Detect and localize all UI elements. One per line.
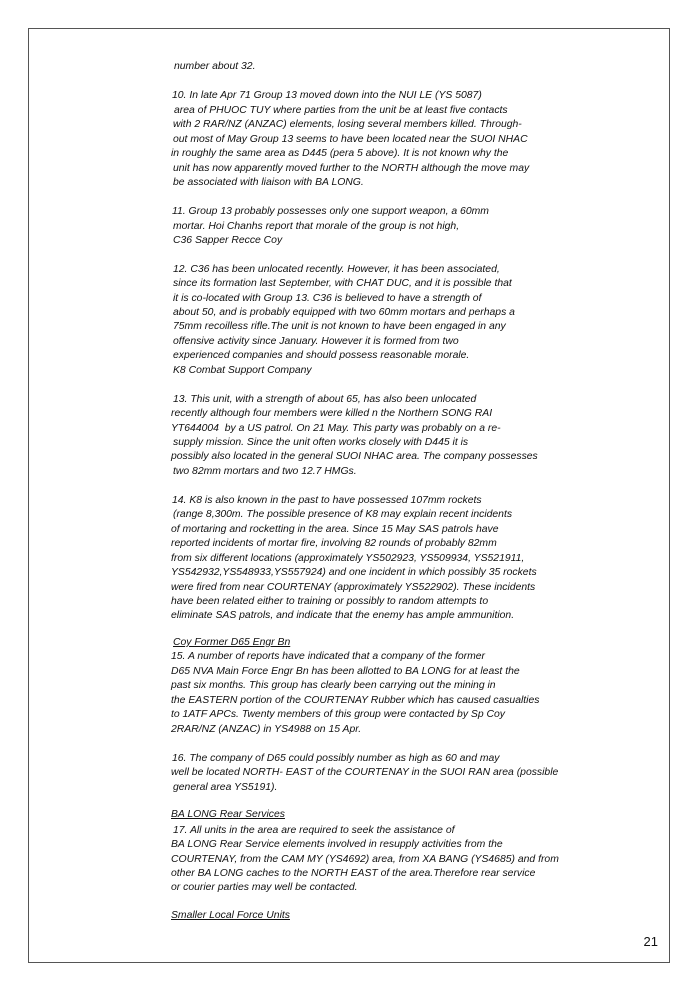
text-line: 17. All units in the area are required to seek the assistance of <box>173 825 455 836</box>
section-heading: Coy Former D65 Engr Bn <box>173 637 291 648</box>
text-line: of mortaring and rocketting in the area. Since 15 May SAS patrols have <box>171 524 499 535</box>
text-line: 13. This unit, with a strength of about 65, has also been unlocated <box>173 394 477 405</box>
text-line: to 1ATF APCs. Twenty members of this group were contacted by Sp Coy <box>171 709 505 720</box>
text-line: mortar. Hoi Chanhs report that morale of the group is not high, <box>173 221 460 232</box>
text-line: since its formation last September, with CHAT DUC, and it is possible that <box>173 278 512 289</box>
text-line: 14. K8 is also known in the past to have possessed 107mm rockets <box>172 495 482 506</box>
page-number: 21 <box>643 934 658 949</box>
text-line: 16. The company of D65 could possibly number as high as 60 and may <box>172 753 500 764</box>
text-line: about 50, and is probably equipped with two 60mm mortars and perhaps a <box>173 307 515 318</box>
text-line: in roughly the same area as D445 (pera 5 above). It is not known why the <box>171 148 509 159</box>
section-heading: K8 Combat Support Company <box>173 365 312 376</box>
text-line: the EASTERN portion of the COURTENAY Rubber which has caused casualties <box>171 695 540 706</box>
text-line: 15. A number of reports have indicated that a company of the former <box>171 651 486 662</box>
text-line: YT644004 by a US patrol. On 21 May. This party was probably on a re- <box>171 423 501 434</box>
text-line: eliminate SAS patrols, and indicate that the enemy has ample ammunition. <box>171 610 515 621</box>
text-line: number about 32. <box>174 61 256 72</box>
text-line: past six months. This group has clearly been carrying out the mining in <box>171 680 496 691</box>
section-heading: BA LONG Rear Services <box>171 809 285 820</box>
text-line: (range 8,300m. The possible presence of K8 may explain recent incidents <box>173 509 513 520</box>
text-line: experienced companies and should possess reasonable morale. <box>173 350 470 361</box>
text-line: YS542932,YS548933,YS557924) and one incident in which possibly 35 rockets <box>171 567 537 578</box>
section-heading: Smaller Local Force Units <box>171 910 290 921</box>
text-line: other BA LONG caches to the NORTH EAST of the area.Therefore rear service <box>171 868 536 879</box>
text-line: two 82mm mortars and two 12.7 HMGs. <box>173 466 357 477</box>
text-line: 75mm recoilless rifle.The unit is not known to have been engaged in any <box>173 321 506 332</box>
text-line: out most of May Group 13 seems to have been located near the SUOI NHAC <box>173 134 528 145</box>
text-line: 2RAR/NZ (ANZAC) in YS4988 on 15 Apr. <box>171 724 362 735</box>
text-line: from six different locations (approximately YS502923, YS509934, YS521911, <box>171 553 525 564</box>
text-line: general area YS5191). <box>173 782 278 793</box>
text-line: 12. C36 has been unlocated recently. However, it has been associated, <box>173 264 500 275</box>
text-line: COURTENAY, from the CAM MY (YS4692) area, from XA BANG (YS4685) and from <box>171 854 559 865</box>
text-line: or courier parties may well be contacted. <box>171 882 358 893</box>
text-line: recently although four members were killed n the Northern SONG RAI <box>171 408 493 419</box>
section-heading: C36 Sapper Recce Coy <box>173 235 283 246</box>
text-line: it is co-located with Group 13. C36 is believed to have a strength of <box>173 293 482 304</box>
text-line: D65 NVA Main Force Engr Bn has been allotted to BA LONG for at least the <box>171 666 520 677</box>
text-line: be associated with liaison with BA LONG. <box>173 177 364 188</box>
text-line: have been related either to training or possibly to random attempts to <box>171 596 489 607</box>
text-line: with 2 RAR/NZ (ANZAC) elements, losing several members killed. Through- <box>173 119 522 130</box>
text-line: were fired from near COURTENAY (approximately YS522902). These incidents <box>171 582 536 593</box>
text-line: 10. In late Apr 71 Group 13 moved down into the NUI LE (YS 5087) <box>172 90 482 101</box>
text-line: offensive activity since January. However it is formed from two <box>173 336 459 347</box>
text-line: 11. Group 13 probably possesses only one support weapon, a 60mm <box>172 206 489 217</box>
text-line: well be located NORTH- EAST of the COURTENAY in the SUOI RAN area (possible <box>171 767 559 778</box>
text-line: BA LONG Rear Service elements involved in resupply activities from the <box>171 839 503 850</box>
text-line: possibly also located in the general SUOI NHAC area. The company possesses <box>171 451 538 462</box>
text-line: supply mission. Since the unit often works closely with D445 it is <box>173 437 469 448</box>
text-line: area of PHUOC TUY where parties from the unit be at least five contacts <box>174 105 508 116</box>
text-line: reported incidents of mortar fire, involving 82 rounds of probably 82mm <box>171 538 497 549</box>
text-line: unit has now apparently moved further to the NORTH although the move may <box>173 163 530 174</box>
